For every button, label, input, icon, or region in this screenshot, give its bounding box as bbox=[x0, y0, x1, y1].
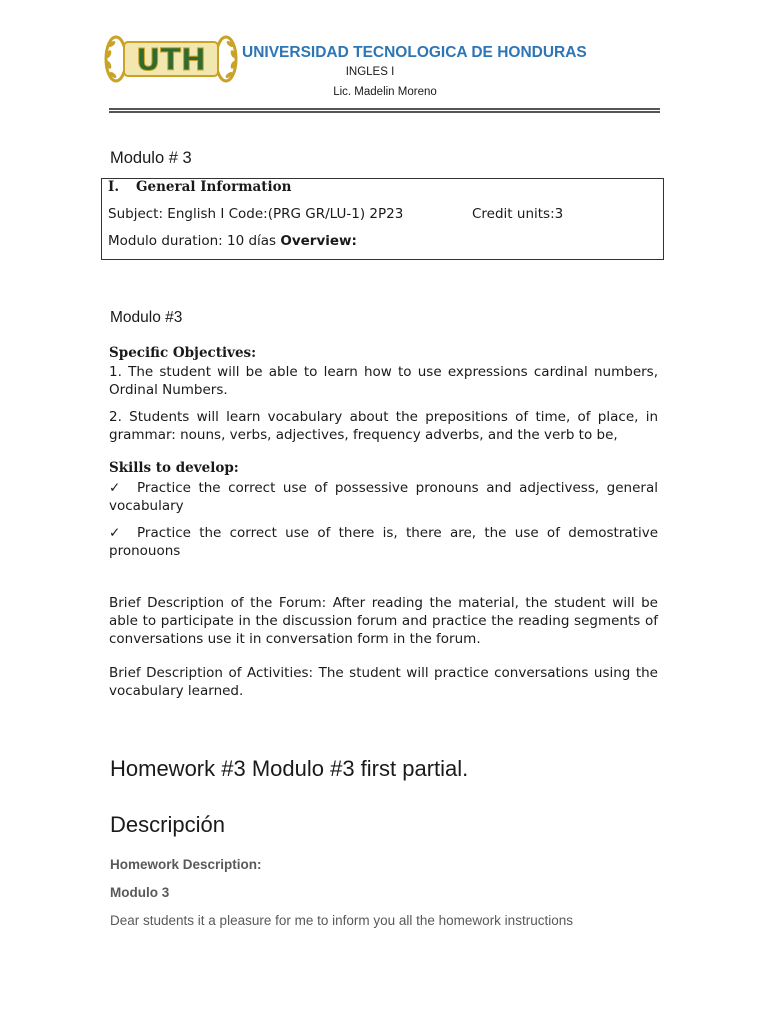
check-icon: ✓ bbox=[109, 480, 121, 496]
course-name: INGLES I bbox=[345, 66, 395, 78]
university-logo bbox=[104, 28, 238, 90]
university-name: UNIVERSIDAD TECNOLOGICA DE HONDURAS bbox=[242, 44, 587, 61]
skill-item bbox=[109, 479, 658, 515]
objective-item: 2. Students will learn vocabulary about the prepositions of time, of place, in grammar: nouns, verbs, adjectives, frequency adverbs, and the verb to be, bbox=[109, 409, 658, 443]
section-number: I. bbox=[108, 179, 120, 195]
objective-item: 1. The student will be able to learn how to use expressions cardinal numbers, Ordinal Numbers. bbox=[109, 364, 658, 398]
module-heading: Modulo # 3 bbox=[110, 149, 192, 167]
module-label: Modulo 3 bbox=[110, 885, 170, 900]
duration-line bbox=[108, 233, 357, 249]
skill-text: Practice the correct use of there is, there are, the use of demostrative pronouons bbox=[109, 525, 658, 559]
credit-units: Credit units:3 bbox=[472, 206, 564, 222]
homework-title: Homework #3 Modulo #3 first partial. bbox=[110, 756, 469, 781]
skills-title: Skills to develop: bbox=[109, 460, 239, 476]
header-rule bbox=[109, 108, 660, 110]
activities-description: Brief Description of Activities: The student will practice conversations using the vocabulary learned. bbox=[109, 665, 658, 699]
forum-description: Brief Description of the Forum: After reading the material, the student will be able to participate in the discussion forum and practice the reading segments of conversations use it in conversation form in the forum. bbox=[109, 595, 658, 647]
duration-text: Modulo duration: 10 días bbox=[108, 233, 281, 249]
header-rule bbox=[109, 111, 660, 113]
module-heading-2: Modulo #3 bbox=[110, 309, 183, 326]
logo-text: UTH bbox=[136, 43, 206, 78]
teacher-name: Lic. Madelin Moreno bbox=[333, 86, 437, 98]
skill-text: Practice the correct use of possessive pronouns and adjectivess, general vocabulary bbox=[109, 480, 658, 514]
overview-label: Overview: bbox=[280, 233, 357, 249]
check-icon: ✓ bbox=[109, 525, 121, 541]
general-info-title bbox=[108, 179, 291, 195]
section-title: General Information bbox=[136, 179, 292, 195]
description-title: Descripción bbox=[110, 812, 225, 837]
objectives-title: Specific Objectives: bbox=[109, 345, 257, 361]
homework-description-label: Homework Description: bbox=[110, 857, 262, 872]
homework-intro: Dear students it a pleasure for me to inform you all the homework instructions bbox=[110, 913, 573, 928]
subject-line: Subject: English I Code:(PRG GR/LU-1) 2P23 bbox=[108, 206, 404, 222]
skill-item bbox=[109, 524, 658, 560]
